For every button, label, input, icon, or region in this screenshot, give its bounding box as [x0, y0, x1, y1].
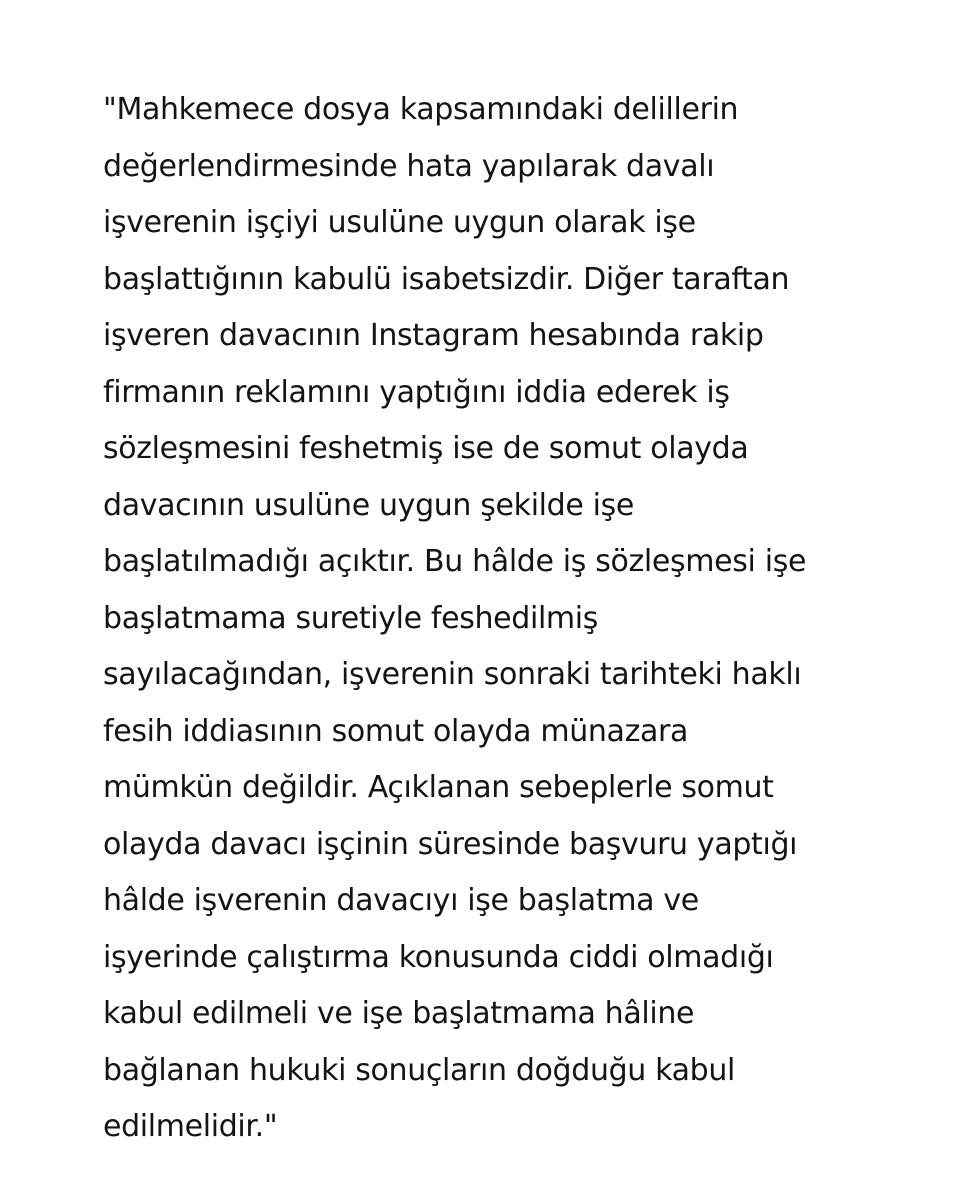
text-line: olayda davacı işçinin süresinde başvuru yaptığı [103, 826, 798, 862]
text-line: "Mahkemece dosya kapsamındaki delillerin [103, 92, 739, 127]
text-line: edilmelidir." [103, 1109, 278, 1144]
text-line: işverenin işçiyi usulüne uygun olarak işe [103, 205, 696, 240]
text-line: değerlendirmesinde hata yapılarak davalı [103, 148, 715, 184]
text-line: davacının usulüne uygun şekilde işe [103, 487, 635, 523]
text-line: hâlde işverenin davacıyı işe başlatma ve [103, 883, 699, 918]
court-quote-text [103, 82, 923, 1156]
text-line: mümkün değildir. Açıklanan sebeplerle somut [103, 770, 774, 805]
text-line: başlatılmadığı açıktır. Bu hâlde iş sözleşmesi işe [103, 544, 807, 579]
text-line: firmanın reklamını yaptığını iddia ederek iş [103, 374, 730, 410]
text-line: sayılacağından, işverenin sonraki tarihteki haklı [103, 657, 802, 692]
text-line: kabul edilmeli ve işe başlatmama hâline [103, 996, 695, 1031]
text-line: bağlanan hukuki sonuçların doğduğu kabul [103, 1052, 736, 1088]
text-line: işveren davacının Instagram hesabında rakip [103, 318, 764, 353]
text-line: fesih iddiasının somut olayda münazara [103, 713, 689, 749]
text-line: başlatmama suretiyle feshedilmiş [103, 600, 599, 636]
text-line: işyerinde çalıştırma konusunda ciddi olmadığı [103, 939, 774, 975]
text-line: sözleşmesini feshetmiş ise de somut olayda [103, 431, 749, 466]
text-line: başlattığının kabulü isabetsizdir. Diğer taraftan [103, 261, 790, 297]
